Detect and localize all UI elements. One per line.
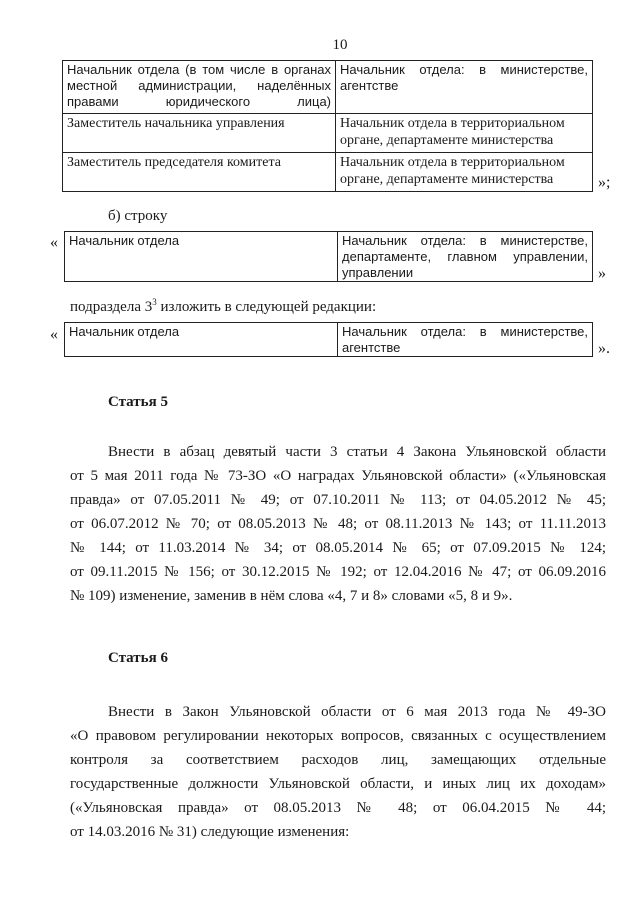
table-cell-right: Начальник отдела: в министерстве, департаменте, главном управлении, управлении: [338, 232, 593, 282]
table-positions-2: [64, 231, 593, 282]
table-row: [65, 232, 593, 282]
subsection-text: [70, 297, 376, 316]
article-6-line: от 14.03.2016 № 31) следующие изменения:: [70, 824, 350, 840]
table-cell-left: Заместитель председателя комитета: [63, 153, 336, 192]
article-5-heading: Статья 5: [108, 394, 168, 410]
table-row: [63, 114, 593, 153]
article-6-line: («Ульяновская правда» от 08.05.2013 № 48; от 06.04.2015 № 44;: [70, 800, 606, 816]
closing-quote-mark: »;: [598, 174, 611, 191]
table-cell-left: Заместитель начальника управления: [63, 114, 336, 153]
table-cell-right: Начальник отдела в территориальном органе, департаменте министерства: [336, 114, 593, 153]
subsection-text-after: изложить в следующей редакции:: [156, 299, 377, 315]
article-5-line: № 109) изменение, заменив в нём слова «4, 7 и 8» словами «5, 8 и 9».: [70, 588, 513, 604]
table-cell-left: Начальник отдела: [65, 232, 338, 282]
page-number: 10: [332, 37, 348, 53]
table-row: [63, 61, 593, 114]
article-5-line: правда» от 07.05.2011 № 49; от 07.10.2011 № 113; от 04.05.2012 № 45;: [70, 492, 606, 508]
closing-quote-mark: »: [598, 265, 606, 282]
table-positions-3: [64, 322, 593, 357]
table-row: [63, 153, 593, 192]
article-6-heading: Статья 6: [108, 650, 168, 666]
table-cell-right: Начальник отдела в территориальном органе, департаменте министерства: [336, 153, 593, 192]
article-6-line: государственные должности Ульяновской области, и иных лиц их доходам»: [70, 776, 606, 792]
table-row: [65, 323, 593, 357]
article-5-line: от 09.11.2015 № 156; от 30.12.2015 № 192; от 12.04.2016 № 47; от 06.09.2016: [70, 564, 606, 580]
table-positions-1: [62, 60, 593, 192]
subsection-superscript: 3: [152, 297, 157, 307]
opening-quote-mark: «: [50, 326, 58, 343]
table-cell-left: Начальник отдела (в том числе в органах местной администрации, наделённых правами юридического лица): [63, 61, 336, 114]
article-6-line: контроля за соответствием расходов лиц, замещающих отдельные: [70, 752, 606, 768]
table-cell-left: Начальник отдела: [65, 323, 338, 357]
closing-quote-mark: ».: [598, 340, 610, 357]
table-cell-right: Начальник отдела: в министерстве, агентстве: [338, 323, 593, 357]
opening-quote-mark: «: [50, 234, 58, 251]
table-cell-right: Начальник отдела: в министерстве, агентстве: [336, 61, 593, 114]
text-b-row: б) строку: [108, 208, 168, 224]
article-6-line: «О правовом регулировании некоторых вопросов, связанных с осуществлением: [70, 728, 606, 744]
article-5-line: Внести в абзац девятый части 3 статьи 4 Закона Ульяновской области: [108, 444, 606, 460]
article-6-line: Внести в Закон Ульяновской области от 6 мая 2013 года № 49-ЗО: [108, 704, 606, 720]
subsection-text-before: подраздела 3: [70, 299, 153, 315]
article-5-line: № 144; от 11.03.2014 № 34; от 08.05.2014 № 65; от 07.09.2015 № 124;: [70, 540, 606, 556]
article-5-line: от 06.07.2012 № 70; от 08.05.2013 № 48; от 08.11.2013 № 143; от 11.11.2013: [70, 516, 606, 532]
article-5-line: от 5 мая 2011 года № 73-ЗО «О наградах Ульяновской области» («Ульяновская: [70, 468, 606, 484]
